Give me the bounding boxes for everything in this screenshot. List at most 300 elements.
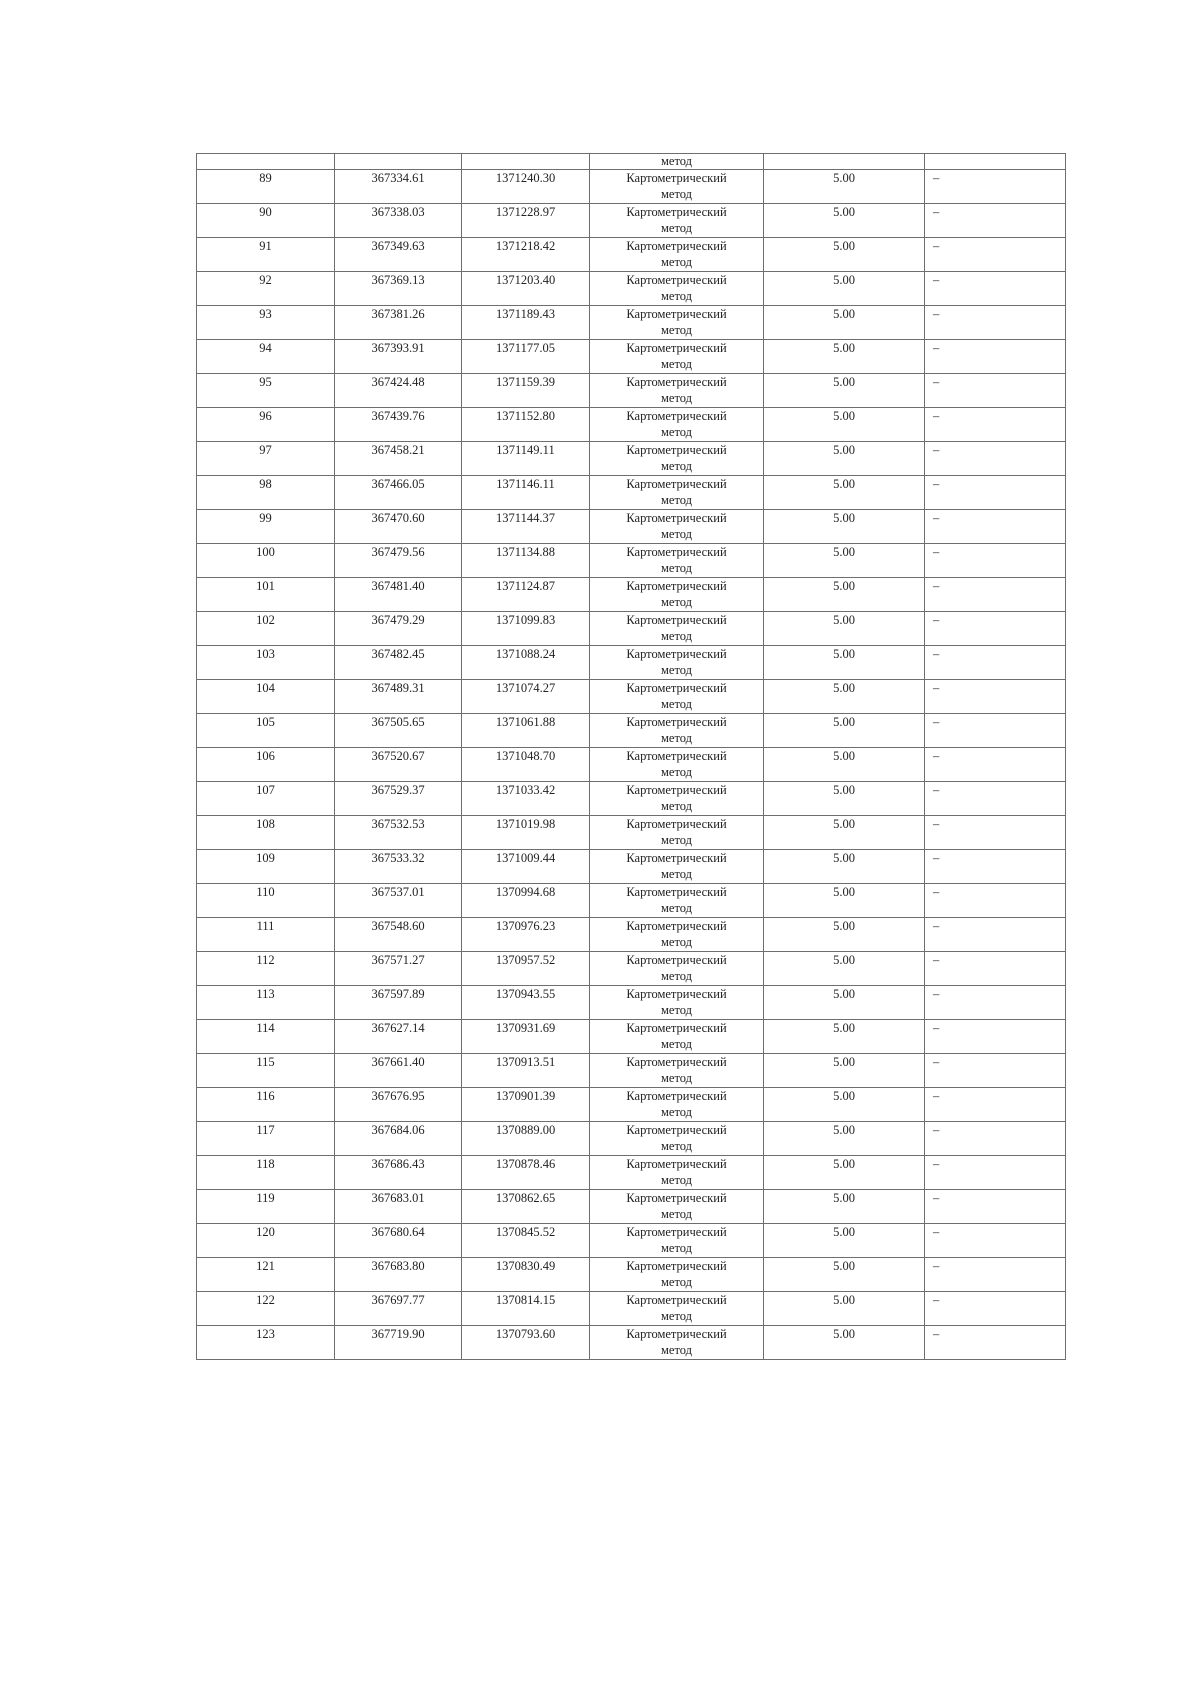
accuracy-cell: 5.00 (764, 544, 925, 578)
y-coordinate-cell: 1370889.00 (462, 1122, 590, 1156)
method-cell (590, 578, 764, 612)
x-coordinate-cell: 367532.53 (335, 816, 462, 850)
method-line: метод (660, 1275, 692, 1289)
method-line: Картометрический (626, 1259, 727, 1273)
table-row (197, 1190, 1066, 1224)
method-line: Картометрический (626, 783, 727, 797)
table-row (197, 476, 1066, 510)
table-row (197, 1122, 1066, 1156)
x-coordinate-cell: 367424.48 (335, 374, 462, 408)
note-cell: – (925, 408, 1066, 442)
table-row (197, 952, 1066, 986)
point-number-cell: 107 (197, 782, 335, 816)
x-coordinate-cell: 367479.29 (335, 612, 462, 646)
method-line: Картометрический (626, 817, 727, 831)
method-line: Картометрический (626, 409, 727, 423)
note-cell: – (925, 918, 1066, 952)
point-number-cell: 119 (197, 1190, 335, 1224)
table-row (197, 170, 1066, 204)
method-line: метод (660, 561, 692, 575)
y-coordinate-cell: 1371203.40 (462, 272, 590, 306)
x-coordinate-cell: 367571.27 (335, 952, 462, 986)
point-number-cell: 112 (197, 952, 335, 986)
method-line: метод (660, 799, 692, 813)
y-coordinate-cell: 1371159.39 (462, 374, 590, 408)
point-number-cell: 109 (197, 850, 335, 884)
note-cell: – (925, 850, 1066, 884)
note-cell: – (925, 306, 1066, 340)
table-row (197, 1224, 1066, 1258)
x-coordinate-cell: 367684.06 (335, 1122, 462, 1156)
table-row (197, 1054, 1066, 1088)
y-coordinate-cell: 1370957.52 (462, 952, 590, 986)
method-line: Картометрический (626, 1055, 727, 1069)
note-cell: – (925, 748, 1066, 782)
point-number-cell: 106 (197, 748, 335, 782)
method-cell (590, 918, 764, 952)
accuracy-cell: 5.00 (764, 714, 925, 748)
table-row (197, 646, 1066, 680)
method-line: Картометрический (626, 1327, 727, 1341)
x-coordinate-cell: 367470.60 (335, 510, 462, 544)
method-line: Картометрический (626, 273, 727, 287)
table-row (197, 986, 1066, 1020)
note-cell: – (925, 1088, 1066, 1122)
point-number-cell: 120 (197, 1224, 335, 1258)
method-line: Картометрический (626, 545, 727, 559)
note-cell: – (925, 884, 1066, 918)
method-line: метод (660, 731, 692, 745)
y-coordinate-cell: 1370793.60 (462, 1326, 590, 1360)
y-coordinate-cell: 1371124.87 (462, 578, 590, 612)
note-cell: – (925, 442, 1066, 476)
note-cell: – (925, 782, 1066, 816)
method-line: Картометрический (626, 477, 727, 491)
point-number-cell: 98 (197, 476, 335, 510)
note-cell: – (925, 680, 1066, 714)
method-line: Картометрический (626, 749, 727, 763)
accuracy-cell: 5.00 (764, 306, 925, 340)
y-coordinate-cell: 1371240.30 (462, 170, 590, 204)
continued-y-cell (462, 154, 590, 170)
method-cell (590, 1088, 764, 1122)
note-cell: – (925, 578, 1066, 612)
point-number-cell: 123 (197, 1326, 335, 1360)
accuracy-cell: 5.00 (764, 1224, 925, 1258)
point-number-cell: 101 (197, 578, 335, 612)
x-coordinate-cell: 367482.45 (335, 646, 462, 680)
point-number-cell: 90 (197, 204, 335, 238)
method-line: Картометрический (626, 171, 727, 185)
method-line: Картометрический (626, 1293, 727, 1307)
x-coordinate-cell: 367489.31 (335, 680, 462, 714)
y-coordinate-cell: 1370901.39 (462, 1088, 590, 1122)
point-number-cell: 121 (197, 1258, 335, 1292)
method-cell (590, 238, 764, 272)
note-cell: – (925, 170, 1066, 204)
accuracy-cell: 5.00 (764, 1054, 925, 1088)
method-cell (590, 1292, 764, 1326)
accuracy-cell: 5.00 (764, 578, 925, 612)
method-line: метод (660, 867, 692, 881)
y-coordinate-cell: 1370943.55 (462, 986, 590, 1020)
accuracy-cell: 5.00 (764, 884, 925, 918)
method-line: метод (660, 1003, 692, 1017)
table-row (197, 340, 1066, 374)
accuracy-cell: 5.00 (764, 204, 925, 238)
table-row (197, 1258, 1066, 1292)
x-coordinate-cell: 367439.76 (335, 408, 462, 442)
method-line: метод (660, 765, 692, 779)
method-line: метод (660, 357, 692, 371)
x-coordinate-cell: 367479.56 (335, 544, 462, 578)
y-coordinate-cell: 1371048.70 (462, 748, 590, 782)
method-line: метод (660, 391, 692, 405)
y-coordinate-cell: 1371152.80 (462, 408, 590, 442)
table-row (197, 1292, 1066, 1326)
method-line: Картометрический (626, 341, 727, 355)
method-cell (590, 170, 764, 204)
method-line: метод (660, 187, 692, 201)
method-line: метод (660, 629, 692, 643)
accuracy-cell: 5.00 (764, 1020, 925, 1054)
method-cell (590, 952, 764, 986)
method-line: метод (660, 1037, 692, 1051)
x-coordinate-cell: 367683.80 (335, 1258, 462, 1292)
point-number-cell: 117 (197, 1122, 335, 1156)
y-coordinate-cell: 1371177.05 (462, 340, 590, 374)
point-number-cell: 105 (197, 714, 335, 748)
method-cell (590, 1156, 764, 1190)
method-line: метод (660, 459, 692, 473)
method-cell (590, 510, 764, 544)
table-row (197, 782, 1066, 816)
method-line: Картометрический (626, 1191, 727, 1205)
point-number-cell: 94 (197, 340, 335, 374)
accuracy-cell: 5.00 (764, 238, 925, 272)
note-cell: – (925, 1156, 1066, 1190)
note-cell: – (925, 1258, 1066, 1292)
table-row (197, 578, 1066, 612)
table-row (197, 1326, 1066, 1360)
continued-method-cell: метод (590, 154, 764, 170)
x-coordinate-cell: 367627.14 (335, 1020, 462, 1054)
accuracy-cell: 5.00 (764, 1190, 925, 1224)
y-coordinate-cell: 1371144.37 (462, 510, 590, 544)
method-line: метод (660, 493, 692, 507)
method-cell (590, 1258, 764, 1292)
method-cell (590, 986, 764, 1020)
point-number-cell: 89 (197, 170, 335, 204)
method-line: метод (660, 1241, 692, 1255)
method-cell (590, 544, 764, 578)
x-coordinate-cell: 367533.32 (335, 850, 462, 884)
method-line: метод (660, 1343, 692, 1357)
point-number-cell: 114 (197, 1020, 335, 1054)
point-number-cell: 116 (197, 1088, 335, 1122)
accuracy-cell: 5.00 (764, 918, 925, 952)
method-cell (590, 476, 764, 510)
y-coordinate-cell: 1370994.68 (462, 884, 590, 918)
table-row (197, 714, 1066, 748)
accuracy-cell: 5.00 (764, 816, 925, 850)
y-coordinate-cell: 1371149.11 (462, 442, 590, 476)
y-coordinate-cell: 1371009.44 (462, 850, 590, 884)
accuracy-cell: 5.00 (764, 782, 925, 816)
table-row (197, 850, 1066, 884)
x-coordinate-cell: 367719.90 (335, 1326, 462, 1360)
accuracy-cell: 5.00 (764, 680, 925, 714)
x-coordinate-cell: 367697.77 (335, 1292, 462, 1326)
method-cell (590, 1326, 764, 1360)
method-cell (590, 340, 764, 374)
x-coordinate-cell: 367537.01 (335, 884, 462, 918)
continued-x-cell (335, 154, 462, 170)
method-line: Картометрический (626, 1089, 727, 1103)
method-line: метод (660, 595, 692, 609)
y-coordinate-cell: 1370931.69 (462, 1020, 590, 1054)
method-cell (590, 612, 764, 646)
method-line: метод (660, 527, 692, 541)
table-row (197, 510, 1066, 544)
method-cell (590, 1054, 764, 1088)
note-cell: – (925, 544, 1066, 578)
x-coordinate-cell: 367466.05 (335, 476, 462, 510)
table-row (197, 1088, 1066, 1122)
method-line: метод (660, 221, 692, 235)
note-cell: – (925, 952, 1066, 986)
y-coordinate-cell: 1371218.42 (462, 238, 590, 272)
y-coordinate-cell: 1370878.46 (462, 1156, 590, 1190)
x-coordinate-cell: 367338.03 (335, 204, 462, 238)
method-line: метод (660, 1309, 692, 1323)
point-number-cell: 95 (197, 374, 335, 408)
accuracy-cell: 5.00 (764, 1122, 925, 1156)
accuracy-cell: 5.00 (764, 476, 925, 510)
note-cell: – (925, 816, 1066, 850)
method-cell (590, 884, 764, 918)
point-number-cell: 92 (197, 272, 335, 306)
method-line: Картометрический (626, 443, 727, 457)
accuracy-cell: 5.00 (764, 612, 925, 646)
table-row (197, 544, 1066, 578)
point-number-cell: 102 (197, 612, 335, 646)
method-line: Картометрический (626, 579, 727, 593)
note-cell: – (925, 374, 1066, 408)
table-row (197, 884, 1066, 918)
y-coordinate-cell: 1370976.23 (462, 918, 590, 952)
point-number-cell: 100 (197, 544, 335, 578)
method-line: Картометрический (626, 205, 727, 219)
method-cell (590, 204, 764, 238)
method-line: метод (660, 935, 692, 949)
table-row (197, 680, 1066, 714)
method-line: Картометрический (626, 953, 727, 967)
table-row (197, 408, 1066, 442)
point-number-cell: 91 (197, 238, 335, 272)
method-cell (590, 714, 764, 748)
y-coordinate-cell: 1371033.42 (462, 782, 590, 816)
x-coordinate-cell: 367683.01 (335, 1190, 462, 1224)
note-cell: – (925, 510, 1066, 544)
note-cell: – (925, 204, 1066, 238)
point-number-cell: 115 (197, 1054, 335, 1088)
table-row (197, 918, 1066, 952)
accuracy-cell: 5.00 (764, 1088, 925, 1122)
method-cell (590, 782, 764, 816)
point-number-cell: 96 (197, 408, 335, 442)
accuracy-cell: 5.00 (764, 340, 925, 374)
table-row (197, 748, 1066, 782)
point-number-cell: 97 (197, 442, 335, 476)
x-coordinate-cell: 367369.13 (335, 272, 462, 306)
accuracy-cell: 5.00 (764, 986, 925, 1020)
method-line: метод (660, 833, 692, 847)
method-line: Картометрический (626, 511, 727, 525)
note-cell: – (925, 1190, 1066, 1224)
table-row (197, 1020, 1066, 1054)
method-line: метод (660, 1139, 692, 1153)
method-line: метод (660, 425, 692, 439)
note-cell: – (925, 272, 1066, 306)
method-line: Картометрический (626, 851, 727, 865)
x-coordinate-cell: 367458.21 (335, 442, 462, 476)
method-line: Картометрический (626, 1021, 727, 1035)
x-coordinate-cell: 367661.40 (335, 1054, 462, 1088)
point-number-cell: 99 (197, 510, 335, 544)
x-coordinate-cell: 367505.65 (335, 714, 462, 748)
method-cell (590, 306, 764, 340)
method-line: Картометрический (626, 1123, 727, 1137)
point-number-cell: 111 (197, 918, 335, 952)
method-line: Картометрический (626, 1157, 727, 1171)
point-number-cell: 118 (197, 1156, 335, 1190)
method-line: Картометрический (626, 375, 727, 389)
accuracy-cell: 5.00 (764, 1156, 925, 1190)
method-line: Картометрический (626, 239, 727, 253)
note-cell: – (925, 1054, 1066, 1088)
method-line: метод (660, 969, 692, 983)
y-coordinate-cell: 1370862.65 (462, 1190, 590, 1224)
point-number-cell: 122 (197, 1292, 335, 1326)
method-line: метод (660, 323, 692, 337)
accuracy-cell: 5.00 (764, 1292, 925, 1326)
point-number-cell: 93 (197, 306, 335, 340)
method-line: Картометрический (626, 885, 727, 899)
note-cell: – (925, 476, 1066, 510)
accuracy-cell: 5.00 (764, 170, 925, 204)
note-cell: – (925, 340, 1066, 374)
method-cell (590, 442, 764, 476)
table-row (197, 442, 1066, 476)
method-line: метод (660, 663, 692, 677)
y-coordinate-cell: 1371088.24 (462, 646, 590, 680)
accuracy-cell: 5.00 (764, 442, 925, 476)
x-coordinate-cell: 367520.67 (335, 748, 462, 782)
method-line: Картометрический (626, 919, 727, 933)
accuracy-cell: 5.00 (764, 646, 925, 680)
note-cell: – (925, 238, 1066, 272)
method-cell (590, 816, 764, 850)
method-line: метод (660, 1173, 692, 1187)
accuracy-cell: 5.00 (764, 952, 925, 986)
method-cell (590, 646, 764, 680)
note-cell: – (925, 612, 1066, 646)
method-cell (590, 1122, 764, 1156)
y-coordinate-cell: 1371146.11 (462, 476, 590, 510)
accuracy-cell: 5.00 (764, 850, 925, 884)
accuracy-cell: 5.00 (764, 510, 925, 544)
accuracy-cell: 5.00 (764, 408, 925, 442)
continued-row (197, 154, 1066, 170)
note-cell: – (925, 1224, 1066, 1258)
y-coordinate-cell: 1371228.97 (462, 204, 590, 238)
x-coordinate-cell: 367393.91 (335, 340, 462, 374)
method-line: метод (660, 1207, 692, 1221)
x-coordinate-cell: 367334.61 (335, 170, 462, 204)
y-coordinate-cell: 1371061.88 (462, 714, 590, 748)
method-line: метод (660, 697, 692, 711)
method-cell (590, 272, 764, 306)
method-line: Картометрический (626, 1225, 727, 1239)
note-cell: – (925, 1020, 1066, 1054)
method-cell (590, 680, 764, 714)
coordinates-table-body (197, 154, 1066, 1360)
x-coordinate-cell: 367529.37 (335, 782, 462, 816)
note-cell: – (925, 986, 1066, 1020)
continued-accuracy-cell (764, 154, 925, 170)
method-line: метод (660, 255, 692, 269)
method-cell (590, 374, 764, 408)
point-number-cell: 110 (197, 884, 335, 918)
y-coordinate-cell: 1371189.43 (462, 306, 590, 340)
point-number-cell: 113 (197, 986, 335, 1020)
table-row (197, 816, 1066, 850)
method-cell (590, 408, 764, 442)
accuracy-cell: 5.00 (764, 1326, 925, 1360)
table-row (197, 204, 1066, 238)
note-cell: – (925, 646, 1066, 680)
x-coordinate-cell: 367481.40 (335, 578, 462, 612)
x-coordinate-cell: 367548.60 (335, 918, 462, 952)
coordinates-table (196, 153, 1066, 1360)
method-line: Картометрический (626, 681, 727, 695)
y-coordinate-cell: 1371019.98 (462, 816, 590, 850)
point-number-cell: 104 (197, 680, 335, 714)
x-coordinate-cell: 367676.95 (335, 1088, 462, 1122)
x-coordinate-cell: 367686.43 (335, 1156, 462, 1190)
table-row (197, 306, 1066, 340)
method-line: метод (660, 1071, 692, 1085)
y-coordinate-cell: 1370913.51 (462, 1054, 590, 1088)
x-coordinate-cell: 367597.89 (335, 986, 462, 1020)
note-cell: – (925, 1326, 1066, 1360)
y-coordinate-cell: 1371099.83 (462, 612, 590, 646)
y-coordinate-cell: 1370830.49 (462, 1258, 590, 1292)
continued-note-cell (925, 154, 1066, 170)
method-cell (590, 1190, 764, 1224)
x-coordinate-cell: 367349.63 (335, 238, 462, 272)
continued-num-cell (197, 154, 335, 170)
accuracy-cell: 5.00 (764, 748, 925, 782)
method-line: метод (660, 1105, 692, 1119)
note-cell: – (925, 1122, 1066, 1156)
method-cell (590, 1224, 764, 1258)
point-number-cell: 108 (197, 816, 335, 850)
method-line: метод (660, 289, 692, 303)
table-row (197, 374, 1066, 408)
method-line: Картометрический (626, 715, 727, 729)
